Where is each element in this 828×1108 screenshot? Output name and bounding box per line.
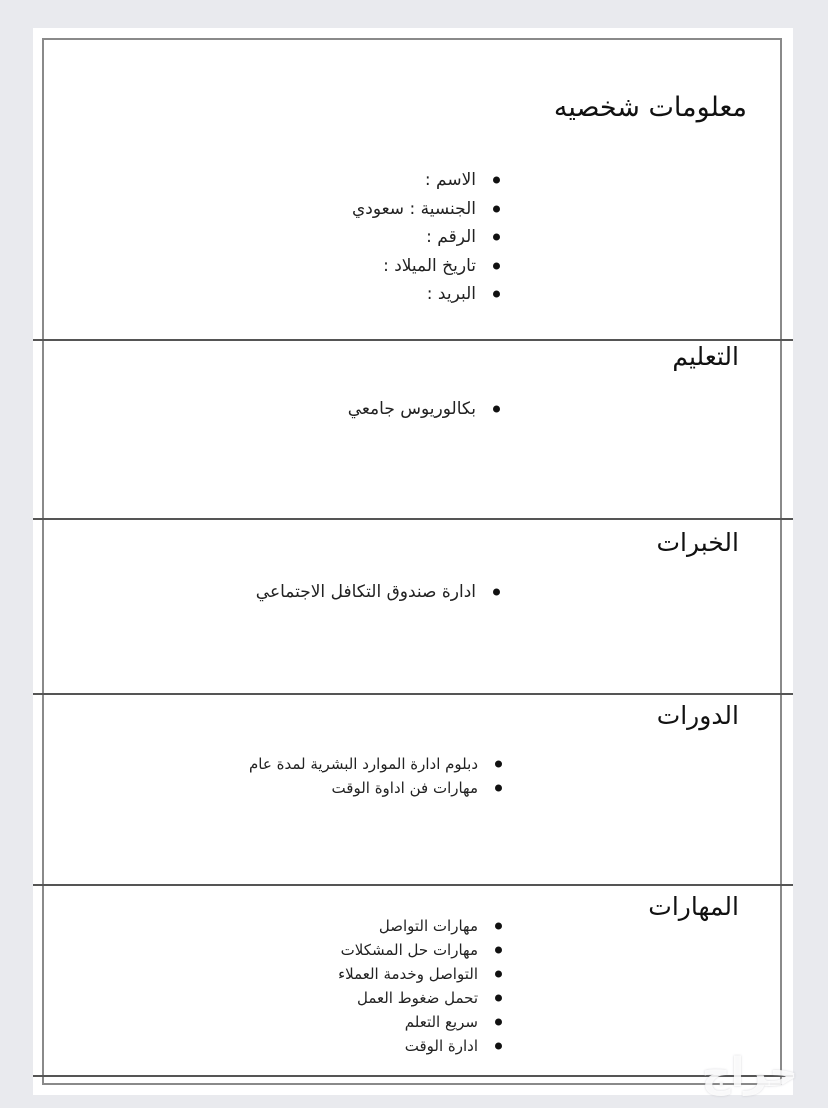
list-item: الاسم : bbox=[352, 166, 500, 195]
list-item: تحمل ضغوط العمل bbox=[338, 986, 502, 1010]
personal-info-list bbox=[352, 166, 500, 309]
list-item: مهارات التواصل bbox=[338, 914, 502, 938]
list-item: الجنسية : سعودي bbox=[352, 195, 500, 224]
section-title-skills: المهارات bbox=[648, 892, 739, 921]
section-divider bbox=[33, 884, 793, 886]
list-item: ادارة الوقت bbox=[338, 1034, 502, 1058]
list-item: مهارات حل المشكلات bbox=[338, 938, 502, 962]
section-title-experience: الخبرات bbox=[656, 528, 739, 557]
watermark-logo: حراج bbox=[701, 1050, 798, 1096]
section-divider bbox=[33, 693, 793, 695]
list-item: التواصل وخدمة العملاء bbox=[338, 962, 502, 986]
list-item: ادارة صندوق التكافل الاجتماعي bbox=[256, 578, 500, 607]
skills-list bbox=[338, 914, 502, 1058]
section-divider bbox=[33, 339, 793, 341]
section-title-personal-info: معلومات شخصيه bbox=[553, 92, 747, 123]
list-item: مهارات فن اداوة الوقت bbox=[249, 776, 502, 800]
list-item: الرقم : bbox=[352, 223, 500, 252]
list-item: بكالوريوس جامعي bbox=[348, 395, 500, 424]
section-divider bbox=[33, 518, 793, 520]
list-item: تاريخ الميلاد : bbox=[352, 252, 500, 281]
section-title-education: التعليم bbox=[672, 342, 739, 371]
list-item: سريع التعلم bbox=[338, 1010, 502, 1034]
courses-list bbox=[249, 752, 502, 800]
list-item: دبلوم ادارة الموارد البشرية لمدة عام bbox=[249, 752, 502, 776]
experience-list bbox=[256, 578, 500, 607]
list-item: البريد : bbox=[352, 280, 500, 309]
education-list bbox=[348, 395, 500, 424]
section-title-courses: الدورات bbox=[656, 701, 739, 730]
